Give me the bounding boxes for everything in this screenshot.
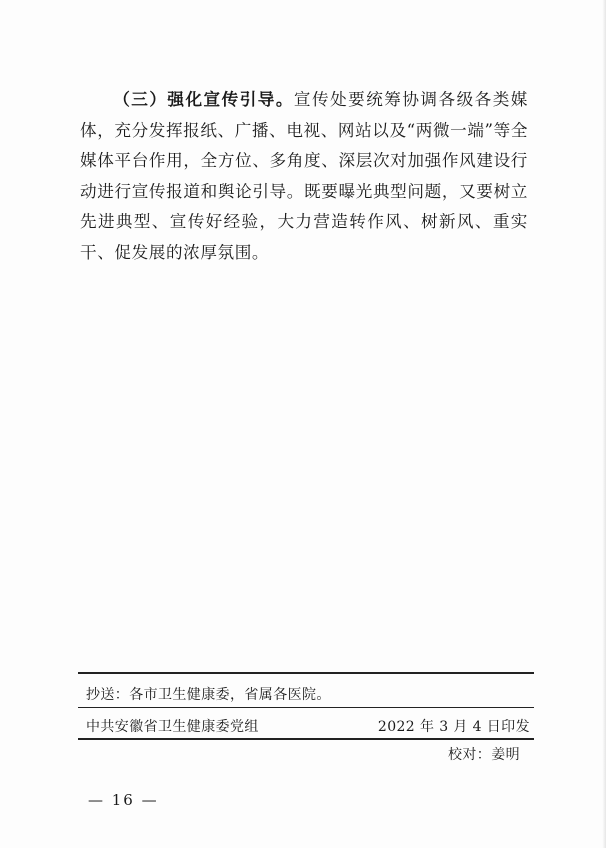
proofreader-line: 校对：姜明 <box>448 747 520 763</box>
section-heading: （三）强化宣传引导。 <box>113 90 294 109</box>
page-number: — 16 — <box>88 791 159 809</box>
page-edge-shadow <box>602 0 606 848</box>
paragraph-body: 宣传处要统筹协调各级各类媒体，充分发挥报纸、广播、电视、网站以及“两微一端”等全媒体平台作用，全方位、多角度、深层次对加强作风建设行动进行宣传报道和舆论引导。既要曝光典型问题，又要树立先进典型、宣传好经验，大力营造转作风、树新风、重实干、促发展的浓厚氛围。 <box>80 90 529 262</box>
cc-line: 抄送：各市卫生健康委，省属各医院。 <box>86 687 331 703</box>
issuer-name: 中共安徽省卫生健康委党组 <box>86 719 259 735</box>
footer-bottom-rule <box>78 738 534 740</box>
footer-top-rule <box>78 672 534 674</box>
issue-date: 2022 年 3 月 4 日印发 <box>377 719 530 735</box>
body-paragraph <box>80 85 528 268</box>
footer-middle-rule <box>78 707 534 708</box>
